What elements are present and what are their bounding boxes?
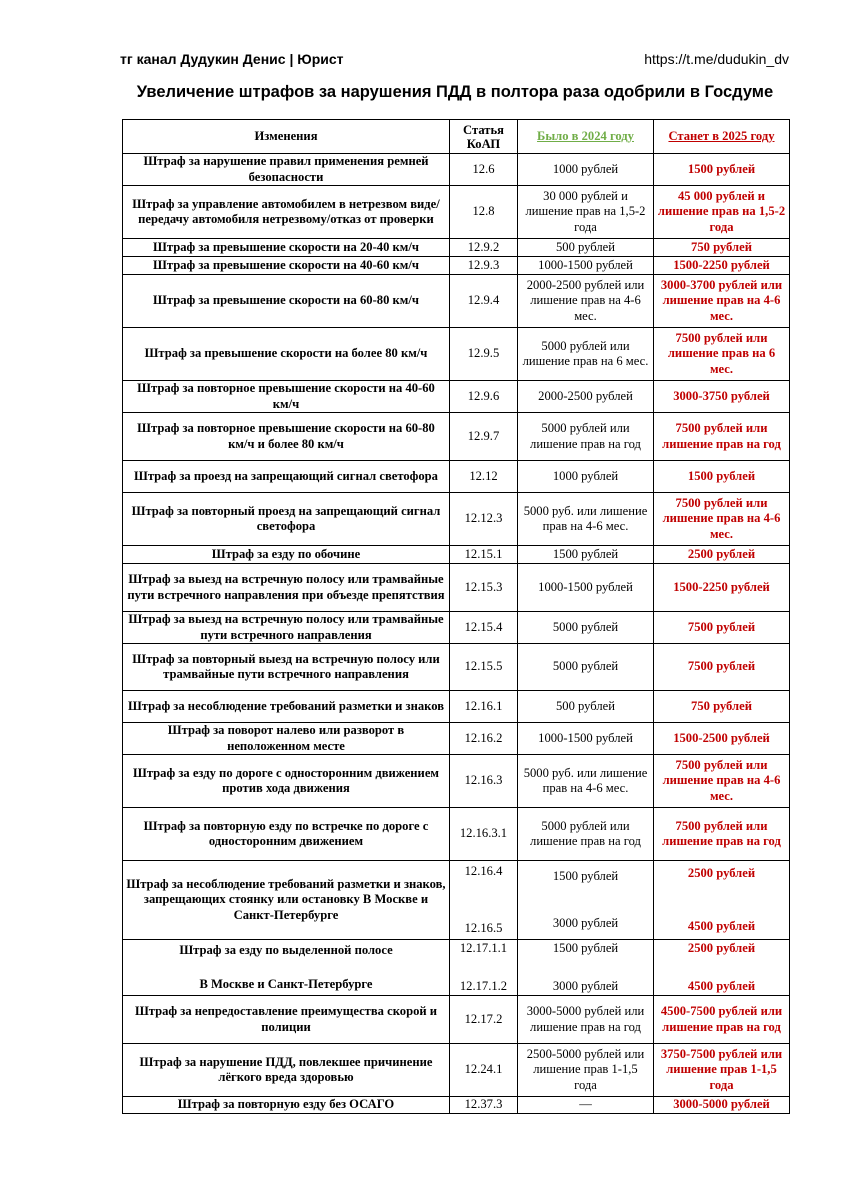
row-description: Штраф за повторный выезд на встречную полосу или трамвайные пути встречного направления	[123, 644, 450, 691]
table-row	[123, 612, 790, 644]
row-new-fine: 7500 рублей	[654, 612, 790, 644]
row-old-fine: 1500 рублей	[552, 869, 619, 883]
row-article: 12.9.7	[450, 413, 518, 461]
row-old-fine: 1500 рублей	[552, 941, 619, 955]
row-new-fine-moscow: 4500 рублей	[687, 978, 756, 993]
row-old-fine: 1000-1500 рублей	[518, 564, 654, 612]
row-article: 12.15.4	[450, 612, 518, 644]
row-new-fine: 1500-2500 рублей	[654, 723, 790, 755]
row-article: 12.16.2	[450, 723, 518, 755]
row-description: Штраф за выезд на встречную полосу или трамвайные пути встречного направления	[123, 612, 450, 644]
row-old-fine-cell	[518, 861, 654, 940]
row-article: 12.9.3	[450, 257, 518, 275]
row-new-fine: 1500 рублей	[654, 461, 790, 493]
row-new-fine: 7500 рублей или лишение прав на год	[654, 413, 790, 461]
row-description: Штраф за непредоставление преимущества скорой и полиции	[123, 996, 450, 1044]
row-article: 12.9.5	[450, 328, 518, 381]
table-row	[123, 239, 790, 257]
table-row	[123, 755, 790, 808]
row-old-fine: 1000-1500 рублей	[518, 723, 654, 755]
row-description: Штраф за нарушение ПДД, повлекшее причинение лёгкого вреда здоровью	[123, 1044, 450, 1097]
row-old-fine: 500 рублей	[518, 239, 654, 257]
table-row	[123, 808, 790, 861]
table-row	[123, 861, 790, 940]
row-new-fine: 750 рублей	[654, 691, 790, 723]
row-article-moscow: 12.17.1.2	[459, 978, 508, 993]
row-article: 12.24.1	[450, 1044, 518, 1097]
row-new-fine: 7500 рублей или лишение прав на год	[654, 808, 790, 861]
row-article: 12.17.1.1	[459, 941, 508, 955]
row-article-cell	[450, 940, 518, 996]
row-new-fine: 3000-5000 рублей	[654, 1097, 790, 1114]
row-old-fine: —	[518, 1097, 654, 1114]
row-new-fine: 3750-7500 рублей или лишение прав 1-1,5 года	[654, 1044, 790, 1097]
row-old-fine-cell	[518, 940, 654, 996]
row-description: Штраф за выезд на встречную полосу или трамвайные пути встречного направления при объезде препятствия	[123, 564, 450, 612]
row-article: 12.37.3	[450, 1097, 518, 1114]
row-description: Штраф за превышение скорости на 60-80 км/ч	[123, 275, 450, 328]
table-row	[123, 381, 790, 413]
row-description-moscow: В Москве и Санкт-Петербурге	[199, 976, 373, 991]
fines-table	[122, 119, 790, 1114]
row-new-fine: 7500 рублей или лишение прав на 4-6 мес.	[654, 755, 790, 808]
row-new-fine: 2500 рублей	[687, 866, 756, 880]
row-old-fine: 30 000 рублей и лишение прав на 1,5-2 года	[518, 186, 654, 239]
row-article: 12.15.5	[450, 644, 518, 691]
row-old-fine: 5000 рублей или лишение прав на 6 мес.	[518, 328, 654, 381]
table-row	[123, 996, 790, 1044]
row-old-fine: 1000 рублей	[518, 461, 654, 493]
row-new-fine-cell	[654, 861, 790, 940]
channel-link[interactable]: https://t.me/dudukin_dv	[644, 51, 789, 67]
row-old-fine: 1000-1500 рублей	[518, 257, 654, 275]
row-description: Штраф за поворот налево или разворот в неположенном месте	[123, 723, 450, 755]
table-row	[123, 1044, 790, 1097]
row-description: Штраф за несоблюдение требований разметки и знаков	[123, 691, 450, 723]
row-article: 12.12.3	[450, 493, 518, 546]
row-new-fine: 7500 рублей или лишение прав на 6 мес.	[654, 328, 790, 381]
row-description: Штраф за повторный проезд на запрещающий сигнал светофора	[123, 493, 450, 546]
row-description: Штраф за проезд на запрещающий сигнал светофора	[123, 461, 450, 493]
row-old-fine: 5000 рублей	[518, 644, 654, 691]
row-old-fine: 5000 рублей	[518, 612, 654, 644]
row-old-fine: 5000 руб. или лишение прав на 4-6 мес.	[518, 493, 654, 546]
table-row	[123, 691, 790, 723]
row-article: 12.16.3	[450, 755, 518, 808]
row-article: 12.9.2	[450, 239, 518, 257]
row-new-fine: 4500-7500 рублей или лишение прав на год	[654, 996, 790, 1044]
row-article: 12.16.4	[464, 864, 503, 878]
row-old-fine: 5000 руб. или лишение прав на 4-6 мес.	[518, 755, 654, 808]
row-old-fine: 2000-2500 рублей	[518, 381, 654, 413]
table-row	[123, 644, 790, 691]
page-title: Увеличение штрафов за нарушения ПДД в полтора раза одобрили в Госдуме	[136, 83, 774, 101]
table-row	[123, 564, 790, 612]
table-row	[123, 940, 790, 996]
table-row	[123, 461, 790, 493]
row-description: Штраф за нарушение правил применения ремней безопасности	[123, 154, 450, 186]
row-new-fine: 1500 рублей	[654, 154, 790, 186]
row-new-fine: 1500-2250 рублей	[654, 564, 790, 612]
row-description: Штраф за превышение скорости на 40-60 км/ч	[123, 257, 450, 275]
row-article: 12.17.2	[450, 996, 518, 1044]
table-row	[123, 1097, 790, 1114]
row-article-cell	[450, 861, 518, 940]
row-old-fine: 2500-5000 рублей или лишение прав 1-1,5 года	[518, 1044, 654, 1097]
table-row	[123, 413, 790, 461]
row-old-fine: 5000 рублей или лишение прав на год	[518, 808, 654, 861]
row-article: 12.12	[450, 461, 518, 493]
column-header-old: Было в 2024 году	[518, 120, 654, 154]
table-row	[123, 275, 790, 328]
row-new-fine: 3000-3750 рублей	[654, 381, 790, 413]
table-row	[123, 546, 790, 564]
column-header-new: Станет в 2025 году	[654, 120, 790, 154]
row-new-fine: 2500 рублей	[654, 546, 790, 564]
row-old-fine: 5000 рублей или лишение прав на год	[518, 413, 654, 461]
table-row	[123, 257, 790, 275]
row-article: 12.9.4	[450, 275, 518, 328]
row-description: Штраф за езду по выделенной полосе	[179, 943, 393, 957]
table-row	[123, 723, 790, 755]
row-old-fine-moscow: 3000 рублей	[552, 978, 619, 993]
row-description: Штраф за управление автомобилем в нетрезвом виде/передачу автомобиля нетрезвому/отказ от проверки	[123, 186, 450, 239]
table-row	[123, 328, 790, 381]
row-article: 12.15.1	[450, 546, 518, 564]
row-description-cell	[123, 940, 450, 996]
channel-label: тг канал Дудукин Денис | Юрист	[120, 51, 344, 67]
row-article-moscow: 12.16.5	[464, 920, 503, 935]
column-header-article: Статья КоАП	[450, 120, 518, 154]
row-article: 12.9.6	[450, 381, 518, 413]
row-description: Штраф за повторное превышение скорости на 60-80 км/ч и более 80 км/ч	[123, 413, 450, 461]
row-old-fine: 2000-2500 рублей или лишение прав на 4-6 мес.	[518, 275, 654, 328]
row-new-fine-moscow: 4500 рублей	[687, 918, 756, 933]
row-old-fine: 3000-5000 рублей или лишение прав на год	[518, 996, 654, 1044]
row-article: 12.16.1	[450, 691, 518, 723]
row-article: 12.6	[450, 154, 518, 186]
table-row	[123, 186, 790, 239]
row-new-fine: 45 000 рублей и лишение прав на 1,5-2 года	[654, 186, 790, 239]
row-new-fine: 2500 рублей	[687, 941, 756, 955]
row-new-fine: 7500 рублей или лишение прав на 4-6 мес.	[654, 493, 790, 546]
row-description: Штраф за повторную езду по встречке по дороге с односторонним движением	[123, 808, 450, 861]
row-description: Штраф за несоблюдение требований разметки и знаков, запрещающих стоянку или остановку В Москве и Санкт-Петербурге	[123, 861, 450, 940]
row-description: Штраф за езду по обочине	[123, 546, 450, 564]
row-new-fine: 7500 рублей	[654, 644, 790, 691]
table-header-row	[123, 120, 790, 154]
table-row	[123, 493, 790, 546]
row-description: Штраф за повторное превышение скорости на 40-60 км/ч	[123, 381, 450, 413]
row-description: Штраф за превышение скорости на 20-40 км/ч	[123, 239, 450, 257]
column-header-change: Изменения	[123, 120, 450, 154]
row-description: Штраф за превышение скорости на более 80 км/ч	[123, 328, 450, 381]
row-description: Штраф за езду по дороге с односторонним движением против хода движения	[123, 755, 450, 808]
row-old-fine-moscow: 3000 рублей	[552, 915, 619, 930]
row-new-fine: 1500-2250 рублей	[654, 257, 790, 275]
table-row	[123, 154, 790, 186]
row-new-fine: 750 рублей	[654, 239, 790, 257]
row-old-fine: 1000 рублей	[518, 154, 654, 186]
row-old-fine: 500 рублей	[518, 691, 654, 723]
row-article: 12.16.3.1	[450, 808, 518, 861]
row-article: 12.8	[450, 186, 518, 239]
row-article: 12.15.3	[450, 564, 518, 612]
row-description: Штраф за повторную езду без ОСАГО	[123, 1097, 450, 1114]
row-new-fine-cell	[654, 940, 790, 996]
row-new-fine: 3000-3700 рублей или лишение прав на 4-6 мес.	[654, 275, 790, 328]
row-old-fine: 1500 рублей	[518, 546, 654, 564]
